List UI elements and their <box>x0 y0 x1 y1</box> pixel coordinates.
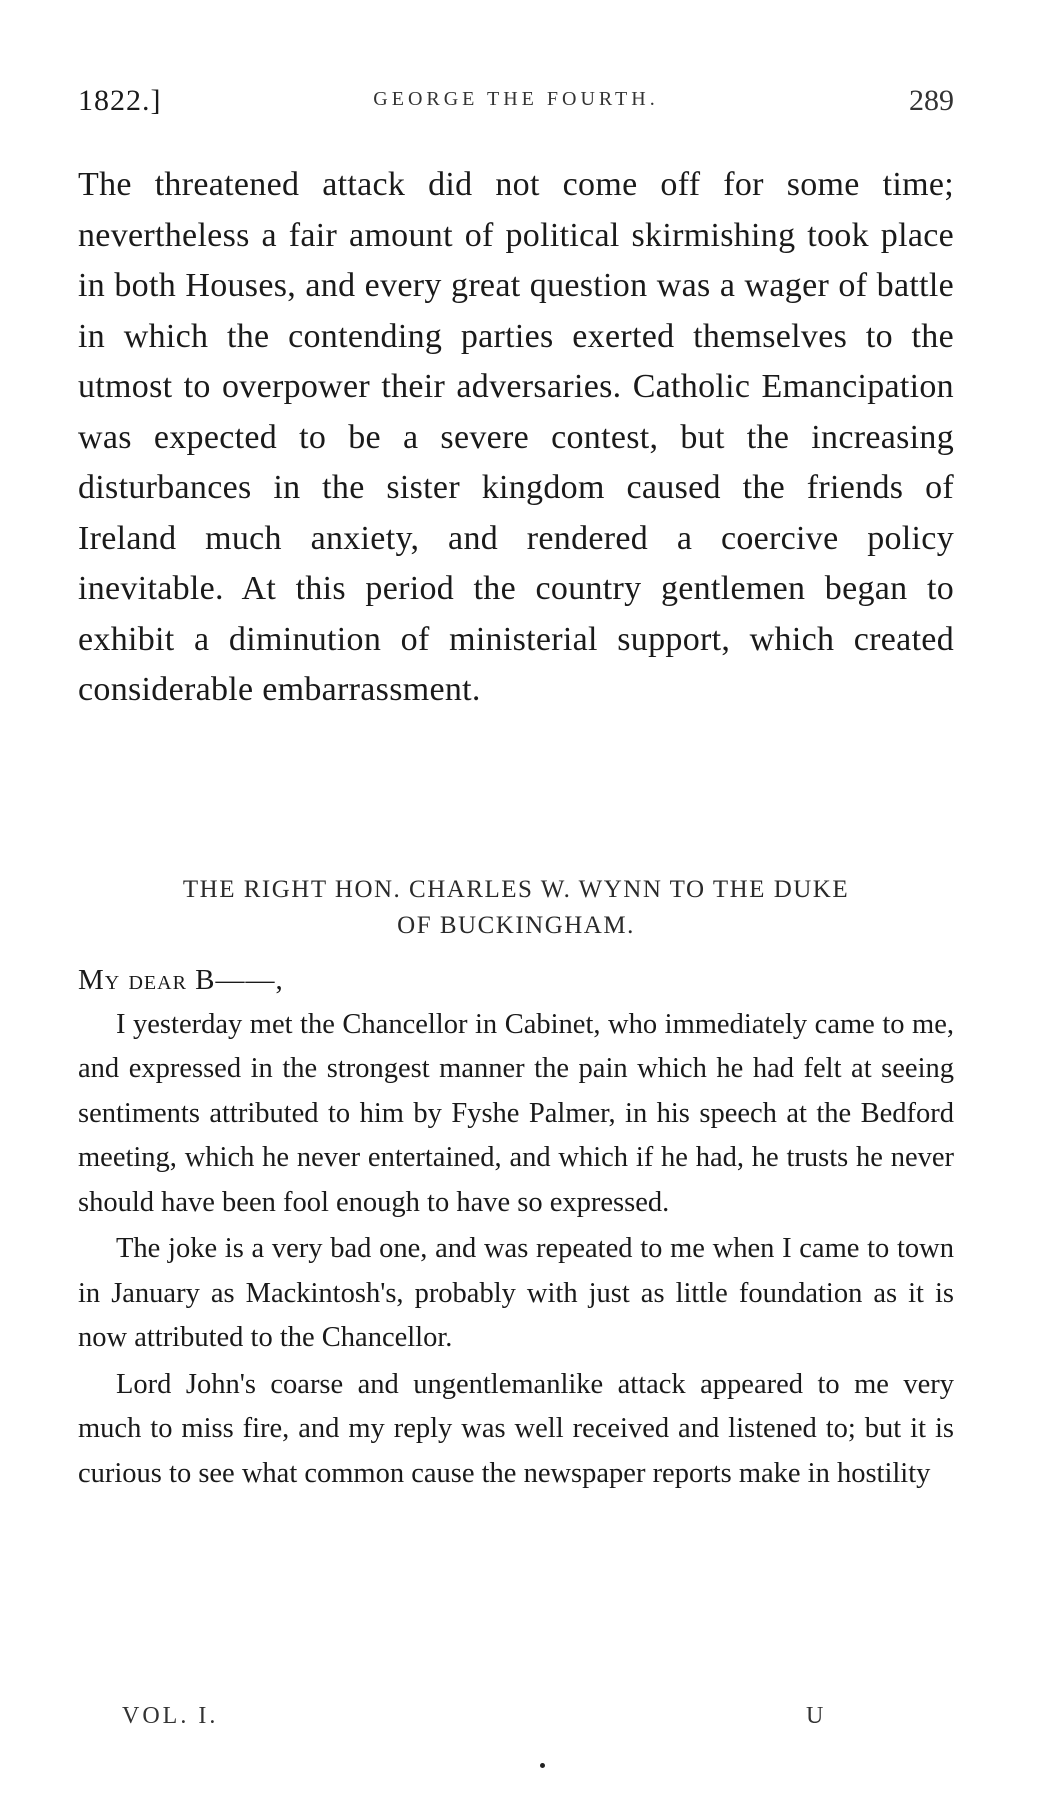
letter-body <box>78 958 954 1496</box>
letter-paragraph-2: The joke is a very bad one, and was repeated to me when I came to town in January as Mackintosh's, probably with just as little foundation as it is now attributed to the Chancellor. <box>78 1233 954 1353</box>
running-head-year: 1822.] <box>78 84 162 117</box>
letter-heading-line2: OF BUCKINGHAM. <box>397 912 635 939</box>
letter-heading-line1: THE RIGHT HON. CHARLES W. WYNN TO THE DUKE <box>182 876 850 903</box>
ink-speck <box>540 1763 545 1768</box>
signature-mark: U <box>806 1703 824 1729</box>
page-number: 289 <box>909 84 954 117</box>
letter-salutation: My dear B——, <box>78 964 284 996</box>
page-footer <box>78 1703 954 1743</box>
volume-marker: VOL. I. <box>122 1703 219 1729</box>
running-head-title: GEORGE THE FOURTH. <box>373 88 659 110</box>
running-head <box>78 84 954 128</box>
book-page <box>78 0 954 1800</box>
letter-paragraph-1: I yesterday met the Chancellor in Cabinet, who immediately came to me, and expressed in the strongest manner the pain which he had felt at seeing sentiments attributed to him by Fyshe Palmer, in his speech at the Bedford meeting, which he never entertained, and which if he had, he trusts he never should have been fool enough to have so expressed. <box>78 1008 954 1218</box>
letter-paragraph-3: Lord John's coarse and ungentlemanlike attack appeared to me very much to miss fire, and my reply was well received and listened to; but it is curious to see what common cause the newspaper reports make in hostility <box>78 1368 954 1489</box>
intro-paragraph: The threatened attack did not come off for some time; nevertheless a fair amount of political skirmishing took place in both Houses, and every great question was a wager of battle in which the contending parties exerted themselves to the utmost to overpower their adversaries. Catholic Emancipation was expected to be a severe contest, but the increasing disturbances in the sister kingdom caused the friends of Ireland much anxiety, and rendered a coercive policy inevitable. At this period the country gentlemen began to exhibit a diminution of ministerial support, which created considerable embarrassment. <box>78 166 954 708</box>
letter-heading <box>78 872 954 944</box>
